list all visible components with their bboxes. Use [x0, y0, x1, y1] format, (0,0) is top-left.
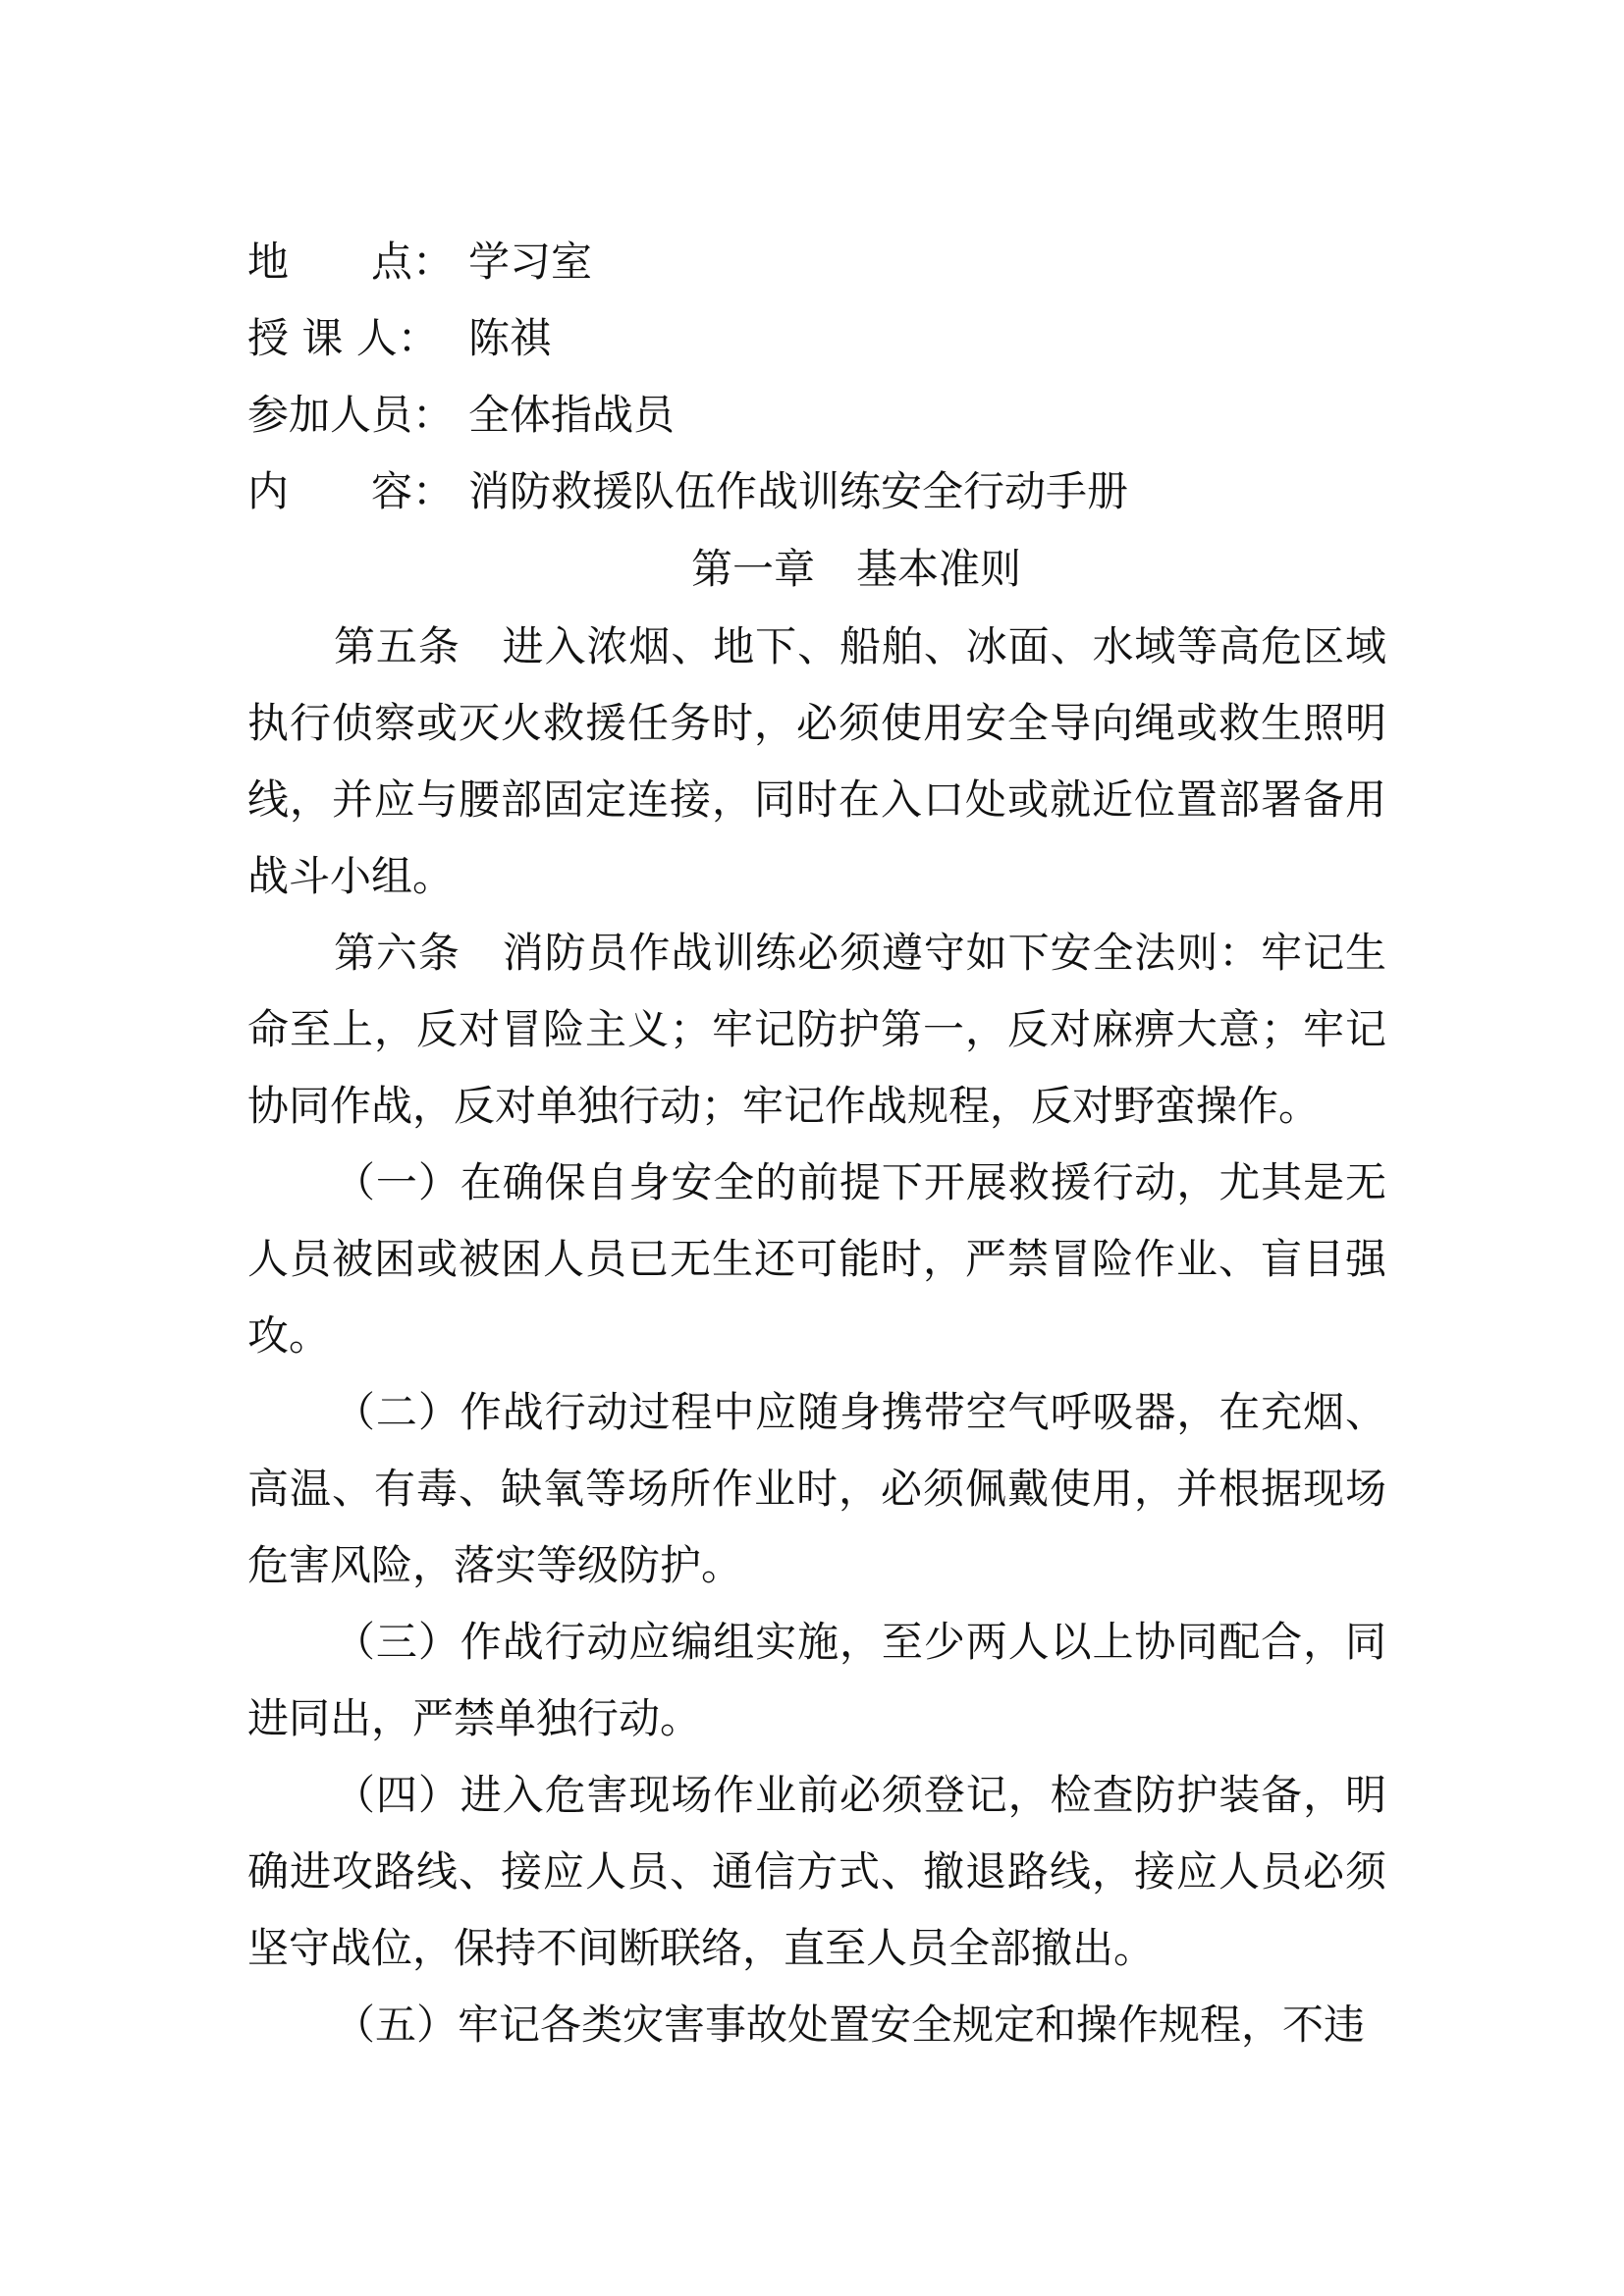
document-page [247, 224, 1386, 2063]
meta-content-value: 消防救援队伍作战训练安全行动手册 [468, 467, 1129, 515]
meta-teacher [247, 300, 1386, 377]
paragraph-item-2: （二）作战行动过程中应随身携带空气呼吸器，在充烟、高温、有毒、缺氧等场所作业时，必须佩戴使用，并根据现场危害风险，落实等级防护。 [247, 1388, 1386, 1589]
meta-place [247, 224, 1386, 300]
paragraph-item-4: （四）进入危害现场作业前必须登记，检查防护装备，明确进攻路线、接应人员、通信方式、撤退路线，接应人员必须坚守战位，保持不间断联络，直至人员全部撤出。 [247, 1771, 1386, 1972]
chapter-title: 第一章 基本准则 [690, 545, 1021, 593]
meta-place-value: 学习室 [468, 238, 593, 286]
meta-content-label: 内 容： [247, 467, 455, 515]
paragraph-item-5: （五）牢记各类灾害事故处置安全规定和操作规程，不违 [334, 2001, 1366, 2049]
paragraph-article-5: 第五条 进入浓烟、地下、船舶、冰面、水域等高危区域执行侦察或灭火救援任务时，必须使用安全导向绳或救生照明线，并应与腰部固定连接，同时在入口处或就近位置部署备用战斗小组。 [247, 622, 1386, 900]
meta-participants-value: 全体指战员 [468, 391, 676, 439]
meta-participants [247, 377, 1386, 454]
meta-content [247, 454, 1386, 530]
paragraph-item-3: （三）作战行动应编组实施，至少两人以上协同配合，同进同出，严禁单独行动。 [247, 1618, 1386, 1742]
meta-place-label: 地 点： [247, 238, 455, 286]
paragraph-article-6: 第六条 消防员作战训练必须遵守如下安全法则：牢记生命至上，反对冒险主义；牢记防护第一，反对麻痹大意；牢记协同作战，反对单独行动；牢记作战规程，反对野蛮操作。 [247, 929, 1386, 1130]
meta-teacher-label: 授 课 人： [247, 314, 439, 362]
meta-participants-label: 参加人员： [247, 391, 455, 439]
meta-teacher-value: 陈祺 [468, 314, 552, 362]
paragraph-item-1: （一）在确保自身安全的前提下开展救援行动，尤其是无人员被困或被困人员已无生还可能时，严禁冒险作业、盲目强攻。 [247, 1158, 1386, 1360]
